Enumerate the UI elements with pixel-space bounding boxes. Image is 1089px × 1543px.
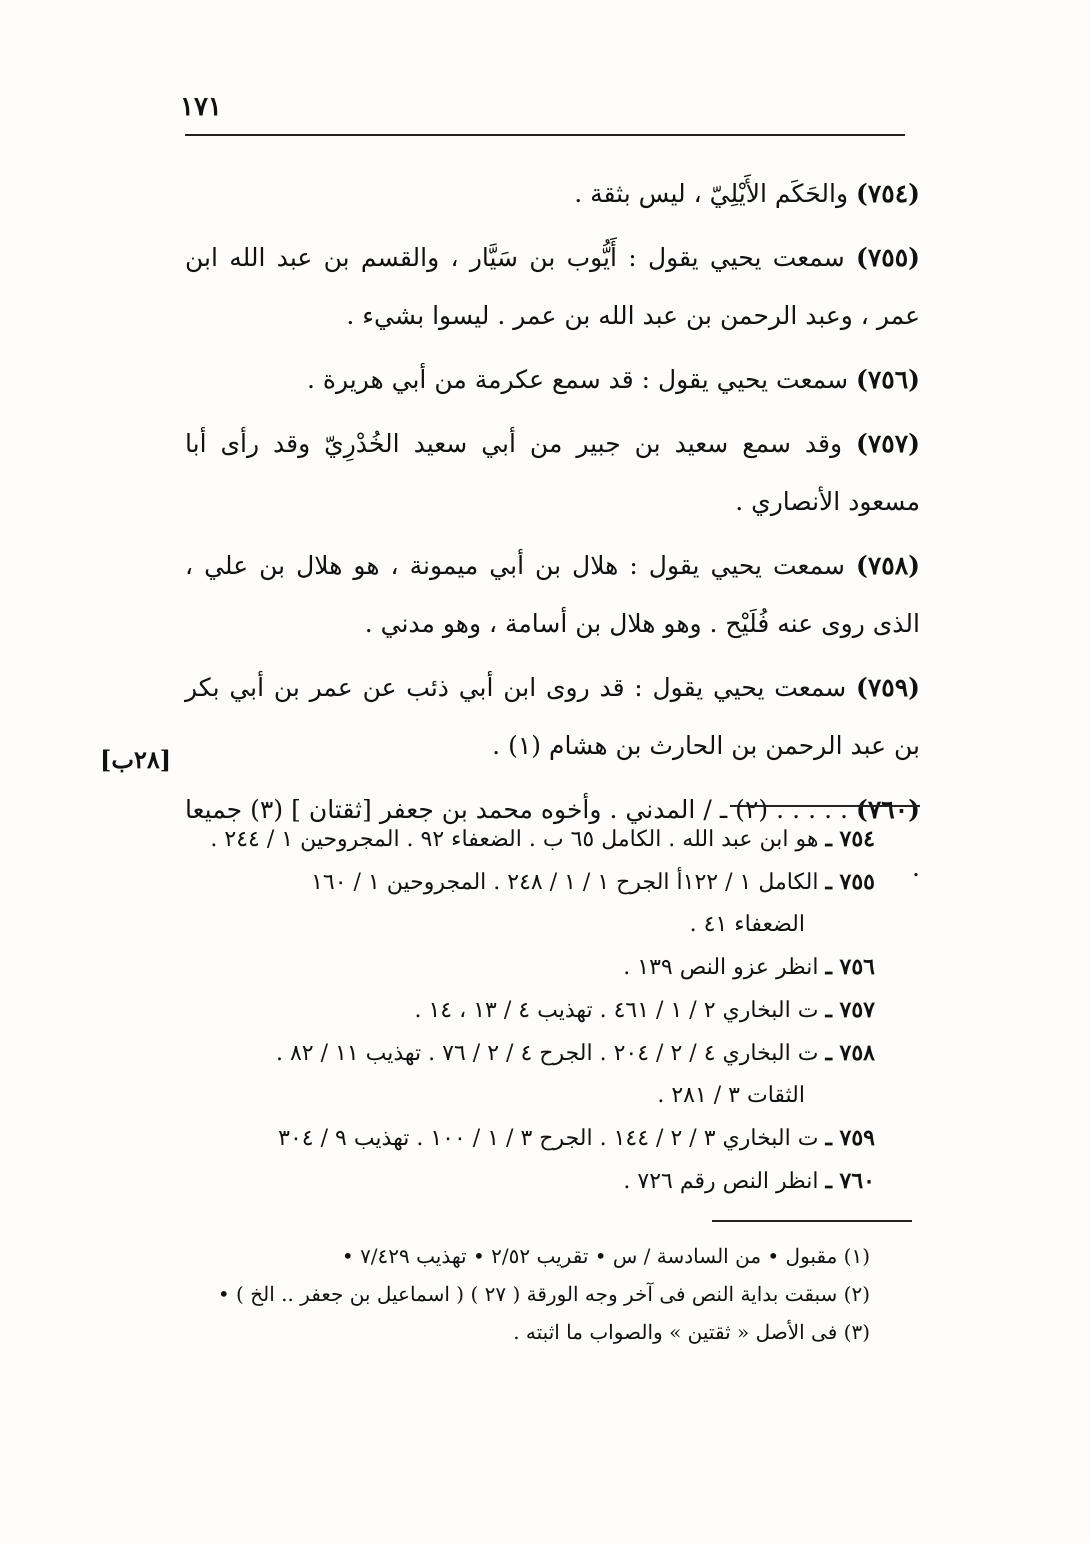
footnotes (180, 1237, 870, 1351)
footnote-2: (٢) سبقت بداية النص فى آخر وجه الورقة ( ٢٧ ) ( اسماعيل بن جعفر .. الخ ) • (217, 1282, 870, 1306)
reference-number: ٧٥٩ ـ (825, 1125, 875, 1151)
references-rule (730, 805, 920, 807)
entry-number: (٧٥٩) (856, 673, 920, 702)
entry-text: وقد سمع سعيد بن جبير من أبي سعيد الخُدْرِيّ وقد رأى أبا مسعود الأنصاري . (185, 429, 920, 516)
entry-text: والحَكَم الأَيْلِيّ ، ليس بثقة . (574, 179, 849, 208)
page-number: ١٧١ (180, 92, 222, 122)
reference-757 (185, 989, 875, 1032)
reference-text: هو ابن عبد الله . الكامل ٦٥ ب . الضعفاء ٩٢ . المجروحين ١ / ٢٤٤ . (210, 827, 819, 852)
reference-755 (185, 861, 875, 904)
entry-text: سمعت يحيي يقول : أَيُّوب بن سَيَّار ، والقسم بن عبد الله ابن عمر ، وعبد الرحمن بن عبد الله بن عمر . ليسوا بشيء . (185, 243, 920, 330)
entry-754 (185, 165, 920, 223)
entry-758 (185, 537, 920, 653)
entry-text: . . . . . (٢) ـ / المدني . وأخوه محمد بن جعفر [ثقتان ] (٣) جميعا . (185, 795, 920, 882)
entry-number: (٧٥٧) (856, 429, 920, 458)
reference-756 (185, 946, 875, 989)
reference-text: انظر النص رقم ٧٢٦ . (623, 1169, 819, 1194)
reference-759 (185, 1117, 875, 1160)
entry-text: سمعت يحيي يقول : قد روى ابن أبي ذئب عن عمر بن أبي بكر بن عبد الرحمن بن الحارث بن هشام (١) . (185, 673, 920, 760)
references (185, 818, 875, 1203)
entry-759 (185, 659, 920, 775)
reference-755-continuation: الضعفاء ٤١ . (689, 912, 805, 937)
entry-number: (٧٦٠) (856, 795, 920, 824)
entry-text: سمعت يحيي يقول : هلال بن أبي ميمونة ، هو هلال بن علي ، الذى روى عنه فُلَيْح . وهو هلال بن أسامة ، وهو مدني . (185, 551, 920, 638)
reference-number: ٧٥٨ ـ (825, 1040, 875, 1066)
entry-755 (185, 229, 920, 345)
reference-754 (185, 818, 875, 861)
reference-text: انظر عزو النص ١٣٩ . (623, 955, 819, 980)
reference-text: ت البخاري ٤ / ٢ / ٢٠٤ . الجرح ٤ / ٢ / ٧٦ . تهذيب ١١ / ٨٢ . (275, 1041, 819, 1066)
main-text (185, 165, 920, 903)
reference-number: ٧٥٥ ـ (825, 869, 875, 895)
reference-number: ٧٥٦ ـ (825, 954, 875, 980)
entry-number: (٧٥٨) (856, 551, 920, 580)
reference-758-continuation: الثقات ٣ / ٢٨١ . (657, 1083, 805, 1108)
entry-number: (٧٥٤) (856, 179, 920, 208)
reference-text: ت البخاري ٣ / ٢ / ١٤٤ . الجرح ٣ / ١ / ١٠٠ . تهذيب ٩ / ٣٠٤ (278, 1126, 819, 1151)
reference-text: ت البخاري ٢ / ١ / ٤٦١ . تهذيب ٤ / ١٣ ، ١٤ . (414, 998, 819, 1023)
footnote-3: (٣) فى الأصل « ثقتين » والصواب ما اثبته . (513, 1320, 870, 1344)
reference-text: الكامل ١ / ١٢٢أ الجرح ١ / ١ / ٢٤٨ . المجروحين ١ / ١٦٠ (311, 870, 819, 895)
reference-758 (185, 1032, 875, 1075)
entry-number: (٧٥٥) (856, 243, 920, 272)
reference-number: ٧٦٠ ـ (825, 1168, 875, 1194)
entry-757 (185, 415, 920, 531)
header-rule (185, 134, 905, 136)
reference-number: ٧٥٧ ـ (825, 997, 875, 1023)
entry-number: (٧٥٦) (856, 365, 920, 394)
reference-number: ٧٥٤ ـ (825, 826, 875, 852)
reference-760 (185, 1160, 875, 1203)
entry-756 (185, 351, 920, 409)
footnotes-rule (712, 1220, 912, 1222)
entry-text: سمعت يحيي يقول : قد سمع عكرمة من أبي هريرة . (306, 365, 849, 394)
footnote-1: (١) مقبول • من السادسة / س • تقريب ٢/٥٢ • تهذيب ٧/٤٢٩ • (341, 1244, 870, 1268)
folio-marker: [٢٨ب] (100, 745, 172, 774)
